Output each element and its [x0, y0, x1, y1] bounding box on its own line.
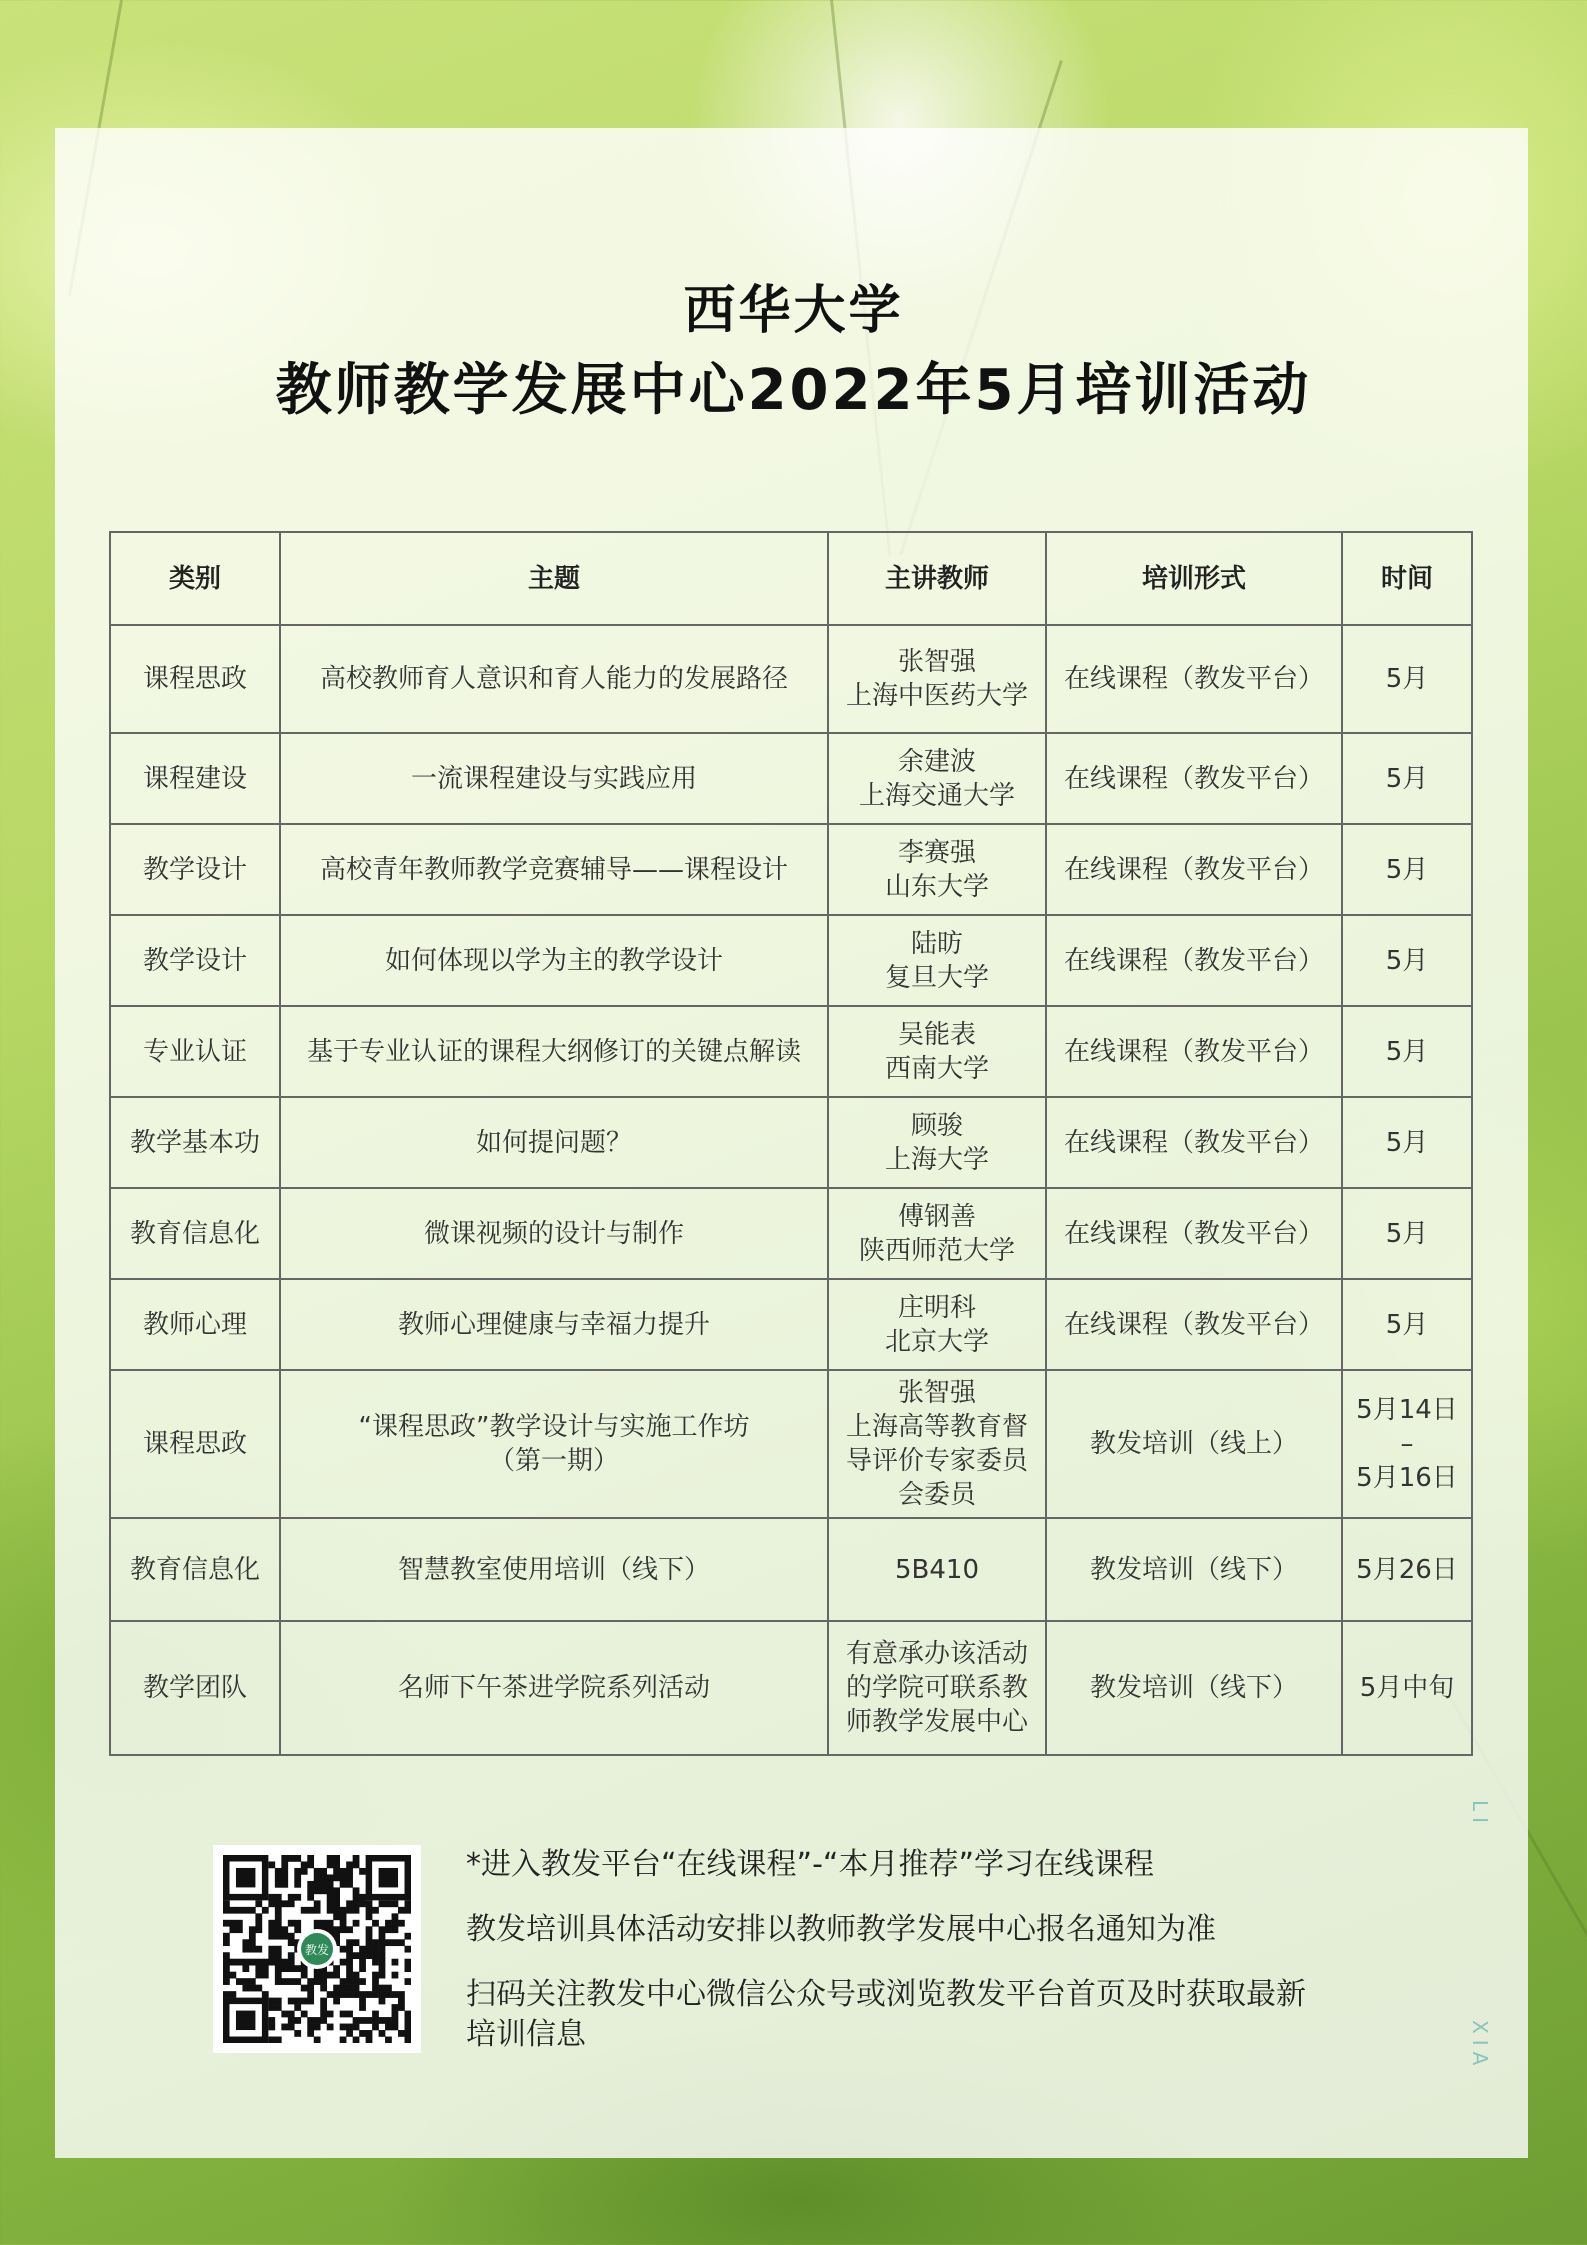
cell-topic-line: 教师心理健康与幸福力提升 — [397, 1309, 710, 1340]
table-row — [110, 733, 1472, 824]
cell-teacher — [828, 1370, 1046, 1518]
cell-time-line: 5月 — [1385, 1127, 1429, 1158]
footer-note-follow-line2: 培训信息 — [466, 2017, 586, 2052]
cell-teacher — [828, 1518, 1046, 1621]
cell-category: 教师心理 — [110, 1279, 280, 1370]
cell-topic-line: “课程思政”教学设计与实施工作坊 — [358, 1412, 750, 1442]
cell-topic — [280, 1279, 828, 1370]
side-letters-bottom: XIA — [1468, 2020, 1492, 2072]
cell-category: 课程思政 — [110, 1370, 280, 1518]
qr-logo-text: 教发 — [304, 1943, 330, 1957]
cell-time-line: 5月 — [1385, 763, 1429, 794]
page-subtitle: 教师教学发展中心2022年5月培训活动 — [275, 358, 1312, 423]
footer-note-registration: 教发培训具体活动安排以教师教学发展中心报名通知为准 — [466, 1912, 1216, 1947]
side-letters-top: LI — [1468, 1800, 1492, 1830]
cell-topic-line: 高校教师育人意识和育人能力的发展路径 — [319, 664, 788, 694]
table-row — [110, 1370, 1472, 1518]
cell-topic-line: 微课视频的设计与制作 — [423, 1218, 684, 1249]
table-row — [110, 1097, 1472, 1188]
cell-teacher-line: 导评价专家委员 — [845, 1446, 1028, 1476]
cell-time-line: 5月 — [1385, 945, 1429, 976]
cell-category: 教学设计 — [110, 915, 280, 1006]
cell-topic-line: 高校青年教师教学竞赛辅导——课程设计 — [319, 854, 788, 885]
cell-time — [1342, 1188, 1472, 1279]
cell-teacher-line: 傅钢善 — [897, 1201, 976, 1232]
cell-topic — [280, 1006, 828, 1097]
column-header-form: 培训形式 — [1046, 532, 1342, 625]
table-row — [110, 824, 1472, 915]
cell-time — [1342, 1006, 1472, 1097]
cell-time-line: 5月 — [1385, 1309, 1429, 1340]
cell-topic — [280, 915, 828, 1006]
cell-teacher-line: 吴能表 — [897, 1019, 976, 1050]
wechat-qr-code[interactable] — [213, 1845, 421, 2053]
table-row — [110, 1006, 1472, 1097]
cell-teacher — [828, 824, 1046, 915]
footer-note-follow-line1: 扫码关注教发中心微信公众号或浏览教发平台首页及时获取最新 — [466, 1977, 1306, 2012]
training-schedule-table — [109, 531, 1473, 1756]
cell-topic — [280, 1621, 828, 1755]
cell-teacher — [828, 1006, 1046, 1097]
cell-time — [1342, 824, 1472, 915]
table-row — [110, 625, 1472, 733]
cell-teacher-line: 5B410 — [894, 1554, 979, 1585]
cell-teacher-line: 复旦大学 — [884, 962, 989, 993]
cell-time-line: 5月14日 — [1356, 1395, 1458, 1425]
cell-teacher-line: 上海交通大学 — [858, 780, 1015, 811]
cell-topic — [280, 1188, 828, 1279]
cell-form: 在线课程（教发平台） — [1046, 824, 1342, 915]
cell-teacher-line: 顾骏 — [910, 1110, 963, 1141]
cell-teacher-line: 上海大学 — [884, 1144, 989, 1175]
cell-teacher-line: 山东大学 — [884, 871, 989, 902]
cell-topic — [280, 625, 828, 733]
cell-time-line: 5月 — [1385, 1036, 1429, 1067]
cell-teacher-line: 陕西师范大学 — [858, 1235, 1015, 1266]
cell-category: 专业认证 — [110, 1006, 280, 1097]
cell-form: 教发培训（线上） — [1046, 1370, 1342, 1518]
cell-teacher-line: 陆昉 — [910, 928, 963, 959]
cell-time — [1342, 1370, 1472, 1518]
table-row — [110, 1188, 1472, 1279]
cell-topic — [280, 824, 828, 915]
cell-time-line: – — [1400, 1429, 1414, 1459]
qr-code-icon — [223, 1855, 411, 2043]
cell-topic — [280, 733, 828, 824]
cell-time-line: 5月中旬 — [1359, 1673, 1455, 1703]
cell-teacher — [828, 625, 1046, 733]
cell-teacher-line: 师教学发展中心 — [845, 1707, 1028, 1737]
cell-teacher-line: 张智强 — [897, 1378, 976, 1408]
cell-teacher-line: 北京大学 — [884, 1326, 989, 1357]
cell-teacher-line: 余建波 — [897, 746, 976, 777]
footer-note-online-course: *进入教发平台“在线课程”-“本月推荐”学习在线课程 — [466, 1847, 1154, 1882]
page-title: 西华大学 — [683, 281, 904, 341]
cell-topic — [280, 1518, 828, 1621]
cell-teacher — [828, 915, 1046, 1006]
cell-teacher — [828, 1188, 1046, 1279]
cell-teacher — [828, 733, 1046, 824]
cell-form: 教发培训（线下） — [1046, 1518, 1342, 1621]
cell-time — [1342, 1097, 1472, 1188]
cell-teacher — [828, 1097, 1046, 1188]
cell-time — [1342, 1279, 1472, 1370]
cell-category: 教学基本功 — [110, 1097, 280, 1188]
cell-teacher — [828, 1279, 1046, 1370]
table-row — [110, 1279, 1472, 1370]
column-header-topic: 主题 — [280, 532, 828, 625]
cell-topic-line: 基于专业认证的课程大纲修订的关键点解读 — [306, 1036, 801, 1067]
cell-category: 教育信息化 — [110, 1188, 280, 1279]
cell-topic-line: 如何提问题？ — [475, 1127, 632, 1158]
cell-teacher-line: 上海高等教育督 — [845, 1412, 1028, 1442]
cell-teacher-line: 上海中医药大学 — [845, 681, 1028, 711]
cell-time-line: 5月 — [1385, 854, 1429, 885]
cell-category: 教学团队 — [110, 1621, 280, 1755]
cell-topic-line: 名师下午茶进学院系列活动 — [397, 1673, 710, 1703]
cell-teacher-line: 有意承办该活动 — [845, 1639, 1028, 1669]
cell-teacher — [828, 1621, 1046, 1755]
cell-time — [1342, 1518, 1472, 1621]
cell-form: 在线课程（教发平台） — [1046, 733, 1342, 824]
cell-teacher-line: 的学院可联系教 — [845, 1673, 1028, 1703]
cell-form: 在线课程（教发平台） — [1046, 915, 1342, 1006]
cell-category: 教学设计 — [110, 824, 280, 915]
cell-topic-line: （第一期） — [488, 1446, 619, 1476]
cell-form: 在线课程（教发平台） — [1046, 625, 1342, 733]
cell-form: 在线课程（教发平台） — [1046, 1006, 1342, 1097]
cell-topic-line: 如何体现以学为主的教学设计 — [384, 945, 723, 976]
cell-time — [1342, 1621, 1472, 1755]
table-header-row — [110, 532, 1472, 625]
cell-category: 教育信息化 — [110, 1518, 280, 1621]
cell-form: 在线课程（教发平台） — [1046, 1097, 1342, 1188]
column-header-time: 时间 — [1342, 532, 1472, 625]
cell-time-line: 5月 — [1385, 1218, 1429, 1249]
cell-time-line: 5月 — [1385, 664, 1429, 694]
column-header-category: 类别 — [110, 532, 280, 625]
cell-topic-line: 智慧教室使用培训（线下） — [397, 1554, 710, 1585]
cell-teacher-line: 张智强 — [897, 647, 976, 677]
cell-time — [1342, 915, 1472, 1006]
table-row — [110, 915, 1472, 1006]
cell-form: 在线课程（教发平台） — [1046, 1279, 1342, 1370]
table-row — [110, 1518, 1472, 1621]
cell-category: 课程建设 — [110, 733, 280, 824]
cell-teacher-line: 庄明科 — [897, 1292, 976, 1323]
cell-topic-line: 一流课程建设与实践应用 — [410, 763, 697, 794]
cell-teacher-line: 西南大学 — [884, 1053, 989, 1084]
cell-time — [1342, 733, 1472, 824]
table-row — [110, 1621, 1472, 1755]
cell-time-line: 5月16日 — [1356, 1463, 1458, 1493]
column-header-teacher: 主讲教师 — [828, 532, 1046, 625]
cell-topic — [280, 1370, 828, 1518]
cell-time — [1342, 625, 1472, 733]
cell-form: 教发培训（线下） — [1046, 1621, 1342, 1755]
cell-topic — [280, 1097, 828, 1188]
cell-time-line: 5月26日 — [1356, 1554, 1458, 1585]
cell-teacher-line: 李赛强 — [897, 837, 976, 868]
cell-category: 课程思政 — [110, 625, 280, 733]
cell-teacher-line: 会委员 — [897, 1480, 976, 1510]
cell-form: 在线课程（教发平台） — [1046, 1188, 1342, 1279]
